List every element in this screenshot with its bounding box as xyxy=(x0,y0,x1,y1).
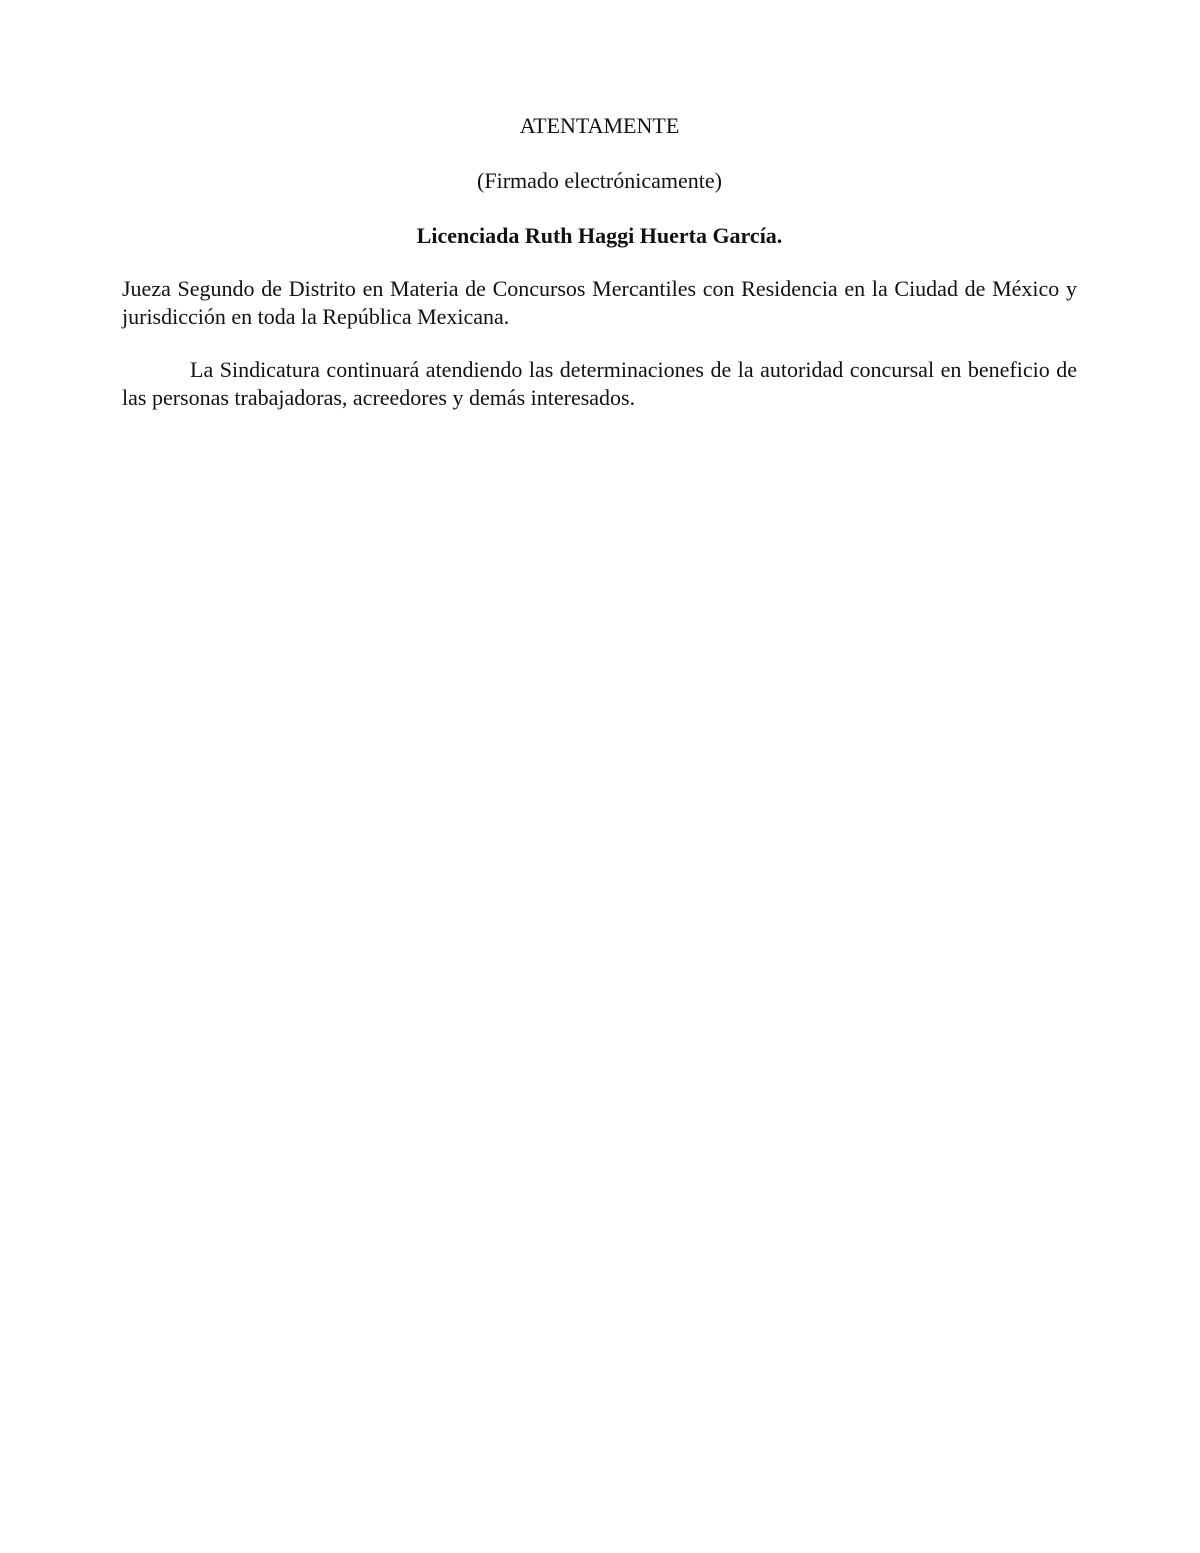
closing-salutation: ATENTAMENTE xyxy=(519,113,680,138)
closing-paragraph: La Sindicatura continuará atendiendo las determinaciones de la autoridad concursal en beneficio de las personas trabajadoras, acreedores y demás interesados. xyxy=(122,357,1077,410)
signer-name: Licenciada Ruth Haggi Huerta García. xyxy=(416,223,783,248)
electronic-signature-note: (Firmado electrónicamente) xyxy=(477,168,722,193)
signer-role-paragraph: Jueza Segundo de Distrito en Materia de Concursos Mercantiles con Residencia en la Ciudad de México y jurisdicción en toda la República Mexicana. xyxy=(122,276,1077,329)
